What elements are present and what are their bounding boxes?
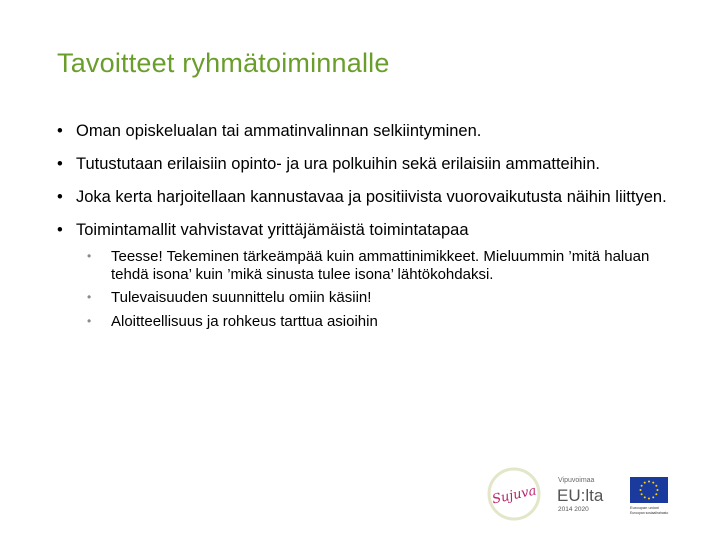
sujuva-wordmark: Sujuva (490, 483, 538, 508)
eu-star-icon (652, 482, 654, 484)
eu-star-icon (655, 485, 657, 487)
bullet-text: Tutustutaan erilaisiin opinto- ja ura polkuihin sekä erilaisiin ammatteihin. (76, 155, 600, 173)
vipuvoimaa-years: 2014 2020 (558, 506, 589, 513)
bullet-text: Toimintamallit vahvistavat yrittäjämäistä toimintatapaa (76, 221, 469, 239)
eu-star-icon (641, 485, 643, 487)
eu-label-2: Euroopan sosiaalirahasto (630, 511, 669, 515)
bullet-dot: • (57, 188, 63, 206)
bullet-dot: • (57, 221, 63, 239)
bullet-dot: • (87, 290, 92, 304)
bullet-list (57, 121, 687, 336)
eu-star-icon (652, 496, 654, 498)
page-title: Tavoitteet ryhmätoiminnalle (57, 48, 390, 78)
sub-bullet-item (57, 248, 687, 283)
bullet-item (57, 121, 687, 142)
vipuvoimaa-logo (557, 477, 604, 513)
eu-star-icon (644, 496, 646, 498)
vipuvoimaa-mark: EU:lta (557, 486, 604, 505)
sujuva-ring (489, 469, 539, 519)
eu-star-icon (644, 482, 646, 484)
bullet-dot: • (87, 313, 92, 328)
eu-flag (630, 477, 668, 503)
eu-star-icon (655, 493, 657, 495)
sub-bullet-text: Tulevaisuuden suunnittelu omiin käsiin! (111, 289, 372, 306)
bullet-text: Oman opiskelualan tai ammatinvalinnan selkiintyminen. (76, 122, 482, 140)
eu-stars (640, 481, 659, 500)
bullet-dot: • (57, 122, 63, 140)
eu-flag-logo (630, 477, 668, 515)
bullet-item (57, 187, 687, 208)
bullet-text: Joka kerta harjoitellaan kannustavaa ja positiivista vuorovaikutusta näihin liittyen. (76, 188, 667, 206)
eu-star-icon (641, 493, 643, 495)
vipuvoimaa-title: Vipuvoimaa (558, 477, 595, 484)
sub-bullet-item (57, 313, 687, 331)
sujuva-logo (489, 469, 539, 519)
bullet-item (57, 220, 687, 241)
sub-bullet-text: Aloitteellisuus ja rohkeus tarttua asioihin (111, 312, 378, 330)
sub-bullet-item (57, 289, 687, 307)
bullet-item (57, 154, 687, 175)
eu-label-1: Euroopan unioni (630, 505, 660, 510)
bullet-dot: • (87, 249, 92, 263)
eu-star-icon (640, 489, 642, 491)
eu-star-icon (648, 481, 650, 483)
bullet-dot: • (57, 155, 63, 173)
sub-bullet-list (57, 248, 687, 330)
eu-star-icon (648, 498, 650, 500)
eu-star-icon (657, 489, 659, 491)
sub-bullet-text: Teesse! Tekeminen tärkeämpää kuin ammattinimikkeet. Mieluummin ’mitä haluan tehdä isona’ kuin ’mikä sinusta tulee isona’ lähtökohdaksi. (111, 248, 650, 283)
